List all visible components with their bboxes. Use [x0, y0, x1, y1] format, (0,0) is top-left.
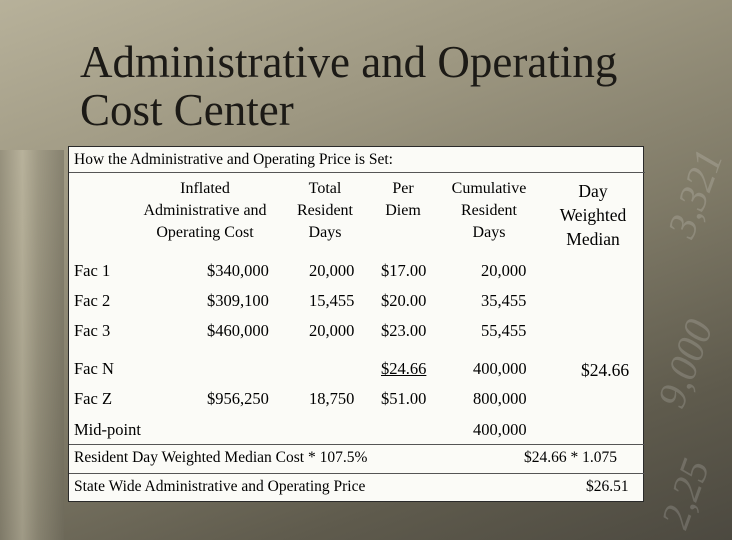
weighted-cost-label: Resident Day Weighted Median Cost * 107.5%	[74, 449, 368, 466]
summary-divider	[69, 473, 645, 474]
cost-cell: $340,000	[207, 261, 269, 280]
slide-title-line-1: Administrative and Operating	[80, 37, 618, 87]
header-total-resident-days	[285, 178, 365, 244]
caption-divider	[69, 172, 645, 173]
header-text: Days	[472, 224, 506, 241]
row-label: Fac Z	[74, 389, 113, 408]
header-text: Inflated	[180, 180, 230, 197]
background-decoration: 2,25	[651, 452, 719, 535]
slide-title-line-2: Cost Center	[80, 85, 294, 135]
days-cell: 15,455	[309, 291, 355, 310]
midpoint-label: Mid-point	[74, 420, 141, 439]
per-diem-cell: $51.00	[381, 389, 427, 408]
header-text: Administrative and	[143, 202, 267, 219]
per-diem-cell: $17.00	[381, 261, 427, 280]
per-diem-cell: $23.00	[381, 321, 427, 340]
days-cell: 20,000	[309, 261, 355, 280]
header-per-diem	[373, 178, 433, 222]
cost-cell: $309,100	[207, 291, 269, 310]
cost-cell: $956,250	[207, 389, 269, 408]
header-text: Cumulative	[451, 180, 527, 197]
header-text: Weighted	[559, 205, 627, 225]
days-cell: 18,750	[309, 389, 355, 408]
background-pillar	[0, 150, 64, 540]
weighted-cost-value: $24.66 * 1.075	[524, 449, 617, 466]
header-text: Resident	[461, 202, 517, 219]
header-text: Median	[566, 229, 620, 249]
header-text: Total	[308, 180, 342, 197]
background-decoration: 3,321	[658, 143, 732, 244]
cumulative-cell: 20,000	[481, 261, 527, 280]
cost-table	[68, 146, 644, 502]
cumulative-cell: 55,455	[481, 321, 527, 340]
state-price-value: $26.51	[586, 478, 629, 495]
midpoint-value: 400,000	[473, 420, 527, 439]
header-text: Day	[578, 181, 608, 201]
row-label: Fac 2	[74, 291, 111, 310]
per-diem-cell: $20.00	[381, 291, 427, 310]
row-label: Fac N	[74, 359, 114, 378]
row-label: Fac 3	[74, 321, 111, 340]
slide-title	[80, 38, 700, 134]
cumulative-cell: 800,000	[473, 389, 527, 408]
header-text: Per	[392, 180, 414, 197]
header-text: Operating Cost	[156, 224, 254, 241]
row-label: Fac 1	[74, 261, 111, 280]
header-text: Days	[308, 224, 342, 241]
state-price-label: State Wide Administrative and Operating Price	[74, 478, 366, 495]
header-inflated-cost	[125, 178, 285, 244]
cost-cell: $460,000	[207, 321, 269, 340]
days-cell: 20,000	[309, 321, 355, 340]
header-text: Resident	[297, 202, 353, 219]
table-caption: How the Administrative and Operating Price is Set:	[74, 151, 393, 168]
background-decoration: 9,000	[648, 313, 722, 414]
per-diem-cell: $24.66	[381, 359, 427, 378]
header-text: Diem	[385, 202, 421, 219]
header-cumulative-resident-days	[439, 178, 539, 244]
cumulative-cell: 35,455	[481, 291, 527, 310]
summary-divider	[69, 444, 645, 445]
header-day-weighted-median	[541, 179, 645, 251]
median-cell: $24.66	[581, 360, 630, 380]
cumulative-cell: 400,000	[473, 359, 527, 378]
